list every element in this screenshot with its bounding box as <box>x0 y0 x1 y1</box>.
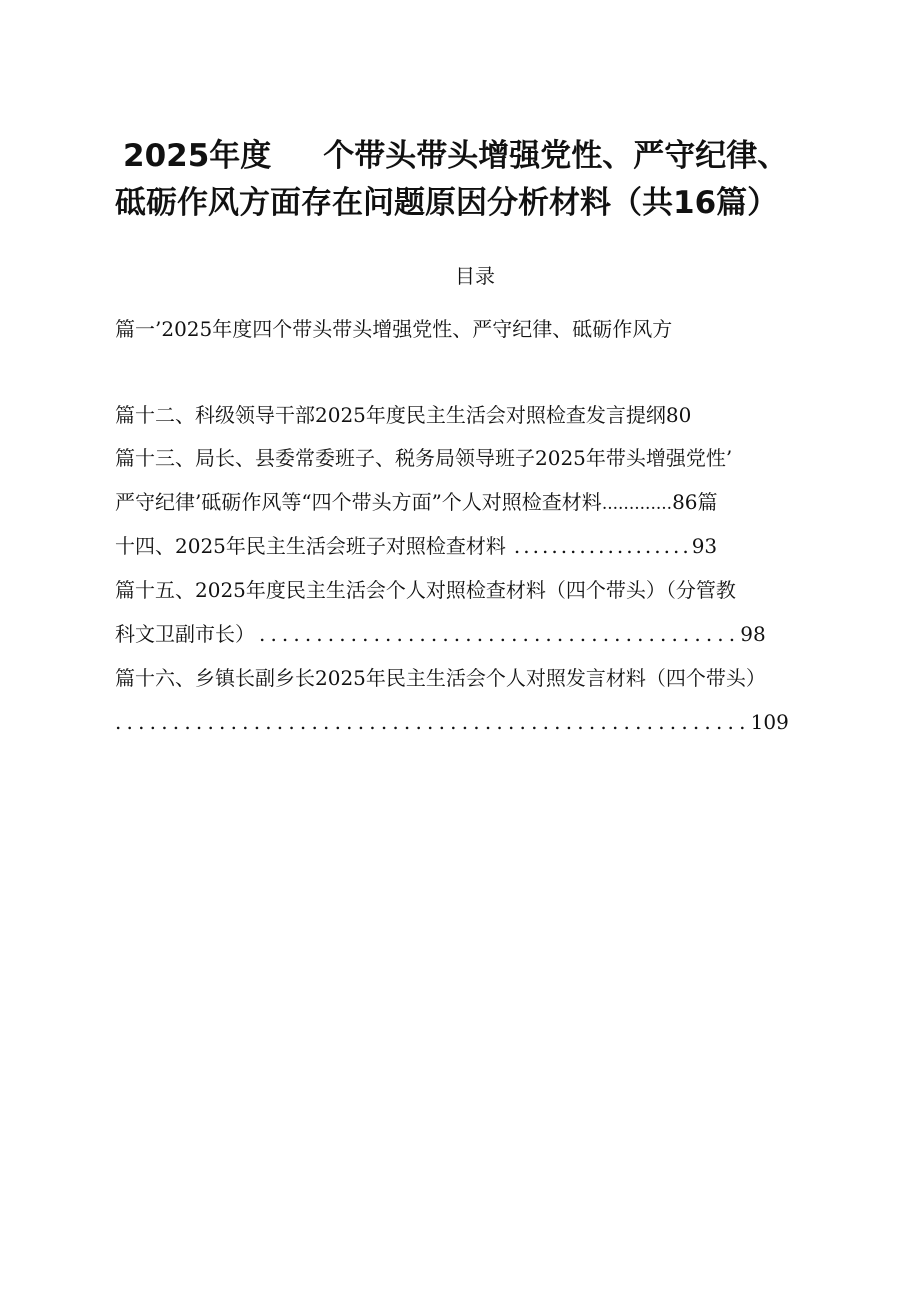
toc-heading: 目录 <box>455 264 495 288</box>
toc-page-number: 86篇 <box>672 490 718 514</box>
title-line-1-rest: 个带头带头增强党性、严守纪律、 <box>323 138 789 174</box>
toc-entry-12: 篇十二、科级领导干部2025年度民主生活会对照检查发言提纲80 <box>115 403 692 427</box>
toc-page-number: 98 <box>740 622 766 646</box>
toc-entry-13-line-2 <box>115 488 718 518</box>
toc-leader-dots: ....................................................... <box>115 710 751 734</box>
toc-entry-13-line-1: 篇十三、局长、县委常委班子、税务局领导班子2025年带头增强党性’ <box>115 446 733 470</box>
toc-entry-13-text: 严守纪律’砥砺作风等“四个带头方面”个人对照检查材料 <box>115 490 602 514</box>
toc-page-number: 93 <box>691 534 718 558</box>
toc-entry-14-text: 十四、2025年民主生活会班子对照检查材料 <box>115 534 506 558</box>
title-year: 2025年度 <box>123 138 272 174</box>
toc-entry-15-line-1: 篇十五、2025年度民主生活会个人对照检查材料（四个带头）（分管教 <box>115 578 736 602</box>
toc-leader-dots: ................... <box>513 534 692 558</box>
toc-page-number: 109 <box>750 710 789 734</box>
document-title-line-2: 砥砺作风方面存在问题原因分析材料（共16篇） <box>115 185 779 221</box>
toc-entry-1: 篇一’2025年度四个带头带头增强党性、严守纪律、砥砺作风方 <box>115 317 673 341</box>
toc-entry-15-line-2 <box>115 620 766 648</box>
toc-entry-14 <box>115 532 717 560</box>
toc-entry-15-text: 科文卫副市长） <box>115 622 255 646</box>
toc-entry-16-line-2 <box>115 708 789 736</box>
document-title-line-1 <box>115 136 835 176</box>
toc-entry-16-line-1: 篇十六、乡镇长副乡长2025年民主生活会个人对照发言材料（四个带头） <box>115 666 766 690</box>
toc-leader-dots: ............. <box>601 494 673 514</box>
toc-leader-dots: .......................................... <box>259 622 741 646</box>
